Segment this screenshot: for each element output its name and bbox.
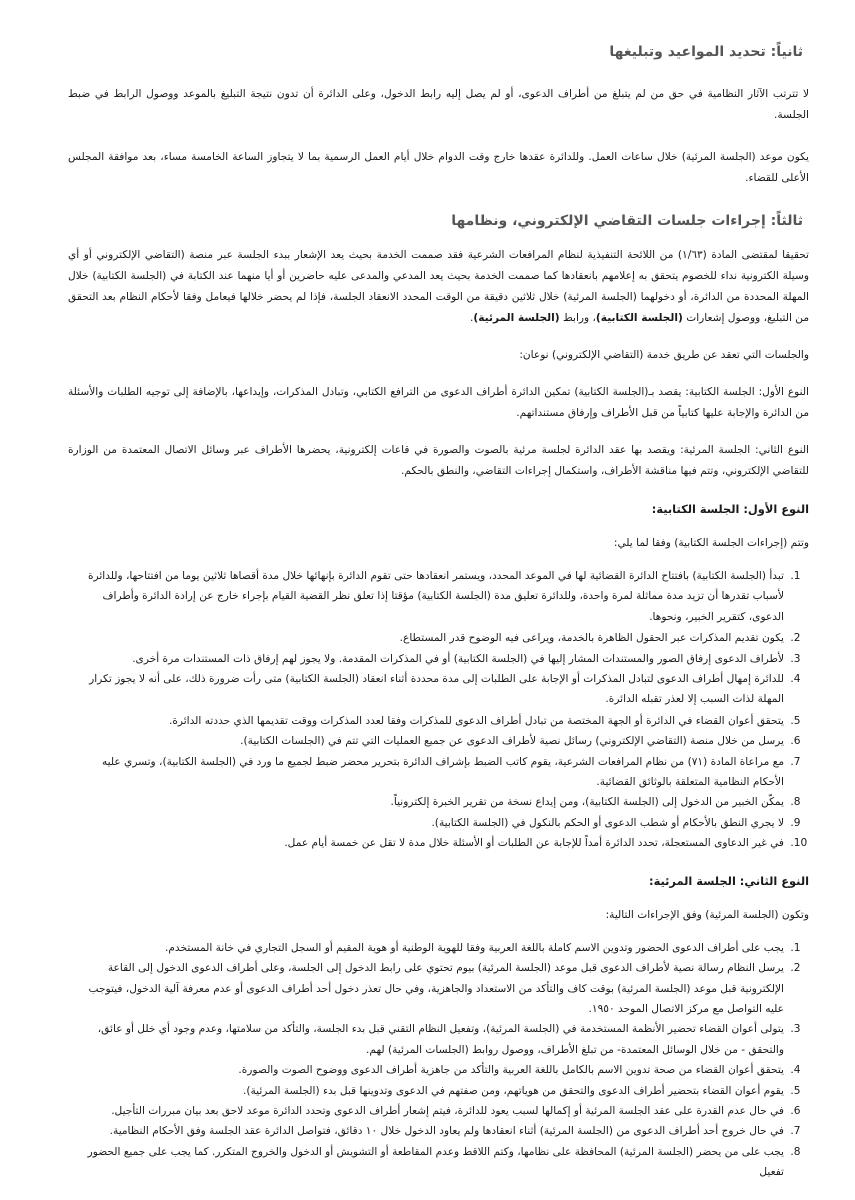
- paragraph-text: ، ورابط: [559, 312, 596, 324]
- list-item: 6. في حال عدم القدرة على عقد الجلسة المرئية أو إكمالها لسبب يعود للدائرة، فيتم إشعار أطراف الدعوى وتحدد الدائرة موعد لاحق بعد بيان مبررات التأجيل.: [68, 1101, 787, 1121]
- video-session-intro: وتكون (الجلسة المرئية) وفق الإجراءات التالية:: [605, 908, 809, 921]
- list-item: 9. لا يجري النطق بالأحكام أو شطب الدعوى أو الحكم بالنكول في (الجلسة الكتابية).: [68, 813, 787, 833]
- bold-written-session: (الجلسة الكتابية): [595, 312, 683, 324]
- list-item: 5. يقوم أعوان القضاء بتحضير أطراف الدعوى والتحقق من هوياتهم، ومن صفتهم في الدعوى وتدوينها قبل بدء (الجلسة المرئية).: [68, 1081, 787, 1101]
- section-heading-procedures: ثالثاً: إجراءات جلسات التقاضي الإلكتروني، ونظامها: [451, 213, 803, 229]
- list-item: 2. يكون تقديم المذكرات عبر الحقول الظاهرة بالخدمة، ويراعى فيه الوضوح قدر المستطاع.: [68, 628, 787, 648]
- list-item: 7. في حال خروج أحد أطراف الدعوى من (الجلسة المرئية) أثناء انعقادها ولم يعاود الدخول خلال ١٠ دقائق، فتواصل الدائرة عقد الجلسة وفق الأحكام النظامية.: [68, 1121, 787, 1141]
- list-item: 5. يتحقق أعوان القضاء في الدائرة أو الجهة المختصة من تبادل أطراف الدعوى للمذكرات وفقا لعدد المذكرات ووقت تقديمها الذي حددته الدائرة.: [68, 711, 787, 731]
- list-item: 6. يرسل من خلال منصة (التقاضي الإلكتروني) رسائل نصية لأطراف الدعوى عن جميع العمليات التي تتم في (الجلسات الكتابية).: [68, 731, 787, 751]
- list-item: 4. يتحقق أعوان القضاء من صحة تدوين الاسم بالكامل باللغة العربية والتأكد من جاهزية أطراف الدعوى ووضوح الصوت والصورة.: [68, 1060, 787, 1080]
- list-item: 10. في غير الدعاوى المستعجلة، تحدد الدائرة أمداً للإجابة عن الطلبات أو الأسئلة خلال مدة لا تقل عن خمسة أيام عمل.: [68, 833, 787, 853]
- list-item: 7. مع مراعاة المادة (٧١) من نظام المرافعات الشرعية، يقوم كاتب الضبط بإشراف الدائرة بتحرير محضر ضبط لجميع ما ورد في (الجلسة الكتابية)، وتسري عليه الأحكام النظامية المتعلقة بالوثائق القضائية.: [68, 752, 787, 793]
- paragraph-session-types: والجلسات التي تعقد عن طريق خدمة (التقاضي الإلكتروني) نوعان:: [519, 349, 809, 361]
- subheading-video-session: النوع الثاني: الجلسة المرئية:: [649, 873, 809, 888]
- list-item: 1. يجب على أطراف الدعوى الحضور وتدوين الاسم كاملة باللغة العربية وفقا للهوية الوطنية أو هوية المقيم أو السجل التجاري في خانة المستخدم.: [68, 938, 787, 958]
- paragraph-session-time: يكون موعد (الجلسة المرئية) خلال ساعات العمل. وللدائرة عقدها خارج وقت الدوام خلال أيام العمل الرسمية بما لا يتجاوز الساعة الخامسة مساء، بعد موافقة المجلس الأعلى للقضاء.: [68, 151, 809, 184]
- written-session-intro: وتتم (إجراءات الجلسة الكتابية) وفقا لما يلي:: [613, 537, 809, 549]
- list-item: 3. لأطراف الدعوى إرفاق الصور والمستندات المشار إليها في (الجلسة الكتابية) أو في المذكرات المقدمة. ولا يجوز لهم إرفاق ذات المستندات مرة أخرى.: [68, 649, 787, 669]
- bold-video-session: (الجلسة المرئية): [473, 312, 560, 324]
- list-item: 4. للدائرة إمهال أطراف الدعوى لتبادل المذكرات أو الإجابة على الطلبات إلى مدة محددة أثناء انعقاد (الجلسة الكتابية) متى رأت ضرورة ذلك، على أنه لا يجوز تكرار المهلة لذات السبب إلا لعذر تقبله الدائرة.: [68, 669, 787, 710]
- paragraph-procedures-intro: [68, 245, 809, 329]
- paragraph-notification: لا تترتب الآثار النظامية في حق من لم يتبلغ من أطراف الدعوى، أو لم يصل إليه رابط الدخول، وعلى الدائرة أن تدون نتيجة التبليغ بالموعد ووصول الرابط في ضبط الجلسة.: [68, 88, 809, 121]
- list-item: 1. تبدأ (الجلسة الكتابية) بافتتاح الدائرة القضائية لها في الموعد المحدد، ويستمر انعقادها حتى تقوم الدائرة بإنهائها خلال مدة أقصاها ثلاثين يوما من افتتاحها، وللدائرة لأسباب تقدرها أن تزيد مدة مماثلة لمرة واحدة، وللدائرة تعليق مدة (الجلسة الكتابية) مؤقتا إذا تعلق نظر القضية القيام بإجراء خارج عن إرادة الدائرة وأطراف الدعوى، كتقرير الخبير، ونحوها.: [68, 566, 787, 627]
- subheading-written-session: النوع الأول: الجلسة الكتابية:: [651, 502, 809, 516]
- list-item: 8. يجب على من يحضر (الجلسة المرئية) المحافظة على نظامها، وكتم اللاقط وعدم المقاطعة أو التشويش أو الدخول والخروج المتكرر. كما يجب على جميع الحضور تفعيل: [68, 1142, 787, 1183]
- paragraph-text: تحقيقا لمقتضى المادة (١/٦٣) من اللائحة التنفيذية لنظام المرافعات الشرعية فقد صممت الخدمة بحيث يعد الإشعار ببدء الجلسة عبر منصة (التقاضي الإلكتروني أو أي وسيلة الكترونية نداء للخصوم يتحقق به إعلامهم بانعقادها كما صممت الخدمة بحيث يعد المدعي والمدعى عليه حاضرين أو أيا منهما عند الكتابة في (الجلسة الكتابية) خلال المهلة المحددة من الدائرة، أو دخولهما (الجلسة المرئية) خلال ثلاثين دقيقة من الوقت المحدد الانعقاد الجلسة، فإذا لم يحضر خلالها فيعامل وفقا لأحكام النظام بعد التحقق من التبليغ، ووصول إشعارات: [68, 249, 810, 324]
- paragraph-type-two-definition: النوع الثاني: الجلسة المرئية: ويقصد بها عقد الدائرة لجلسة مرئية بالصوت والصورة في قاعات إلكترونية، يحضرها الأطراف عبر وسائل الاتصال المعتمدة من الوزارة للتقاضي الإلكتروني، وتتم فيها مناقشة الأطراف، واستكمال إجراءات التقاضي، والنطق بالحكم.: [68, 444, 809, 477]
- written-session-list: [68, 566, 809, 854]
- list-item: 2. يرسل النظام رسالة نصية لأطراف الدعوى قبل موعد (الجلسة المرئية) بيوم تحتوي على رابط الدخول إلى الجلسة، وعلى أطراف الدعوى الدخول إلى القاعة الإلكترونية قبل موعد (الجلسة المرئية) بوقت كاف والتأكد من الاستعداد والجاهزية، وفي حال تعذر دخول أحد أطراف الدعوى أو عدم معرفة آلية الدخول، فيتوجب عليه التواصل مع مركز الاتصال الموحد ١٩٥٠.: [68, 958, 787, 1019]
- paragraph-text: .: [470, 312, 474, 324]
- video-session-list: [68, 938, 809, 1183]
- paragraph-type-one-definition: النوع الأول: الجلسة الكتابية: يقصد بـ(الجلسة الكتابية) تمكين الدائرة أطراف الدعوى من الترافع الكتابي، وتبادل المذكرات، وإيداعها، بالإضافة إلى توجيه الطلبات والأسئلة من الدائرة والإجابة عليها كتابياً من قبل الأطراف وإرفاق مستنداتهم.: [68, 386, 809, 419]
- section-heading-dates: ثانياً: تحديد المواعيد وتبليغها: [609, 44, 803, 60]
- list-item: 8. يمكّن الخبير من الدخول إلى (الجلسة الكتابية)، ومن إيداع نسخة من تقرير الخبرة إلكترونياً.: [68, 792, 787, 812]
- list-item: 3. يتولى أعوان القضاء تحضير الأنظمة المستخدمة في (الجلسة المرئية)، وتفعيل النظام التقني قبل بدء الجلسة، والتأكد من سلامتها، وعدم وجود أي خلل أو عائق، والتحقق - من خلال الوسائل المعتمدة- من تبلغ الأطراف، ووصول روابط (الجلسات المرئية) لهم.: [68, 1019, 787, 1060]
